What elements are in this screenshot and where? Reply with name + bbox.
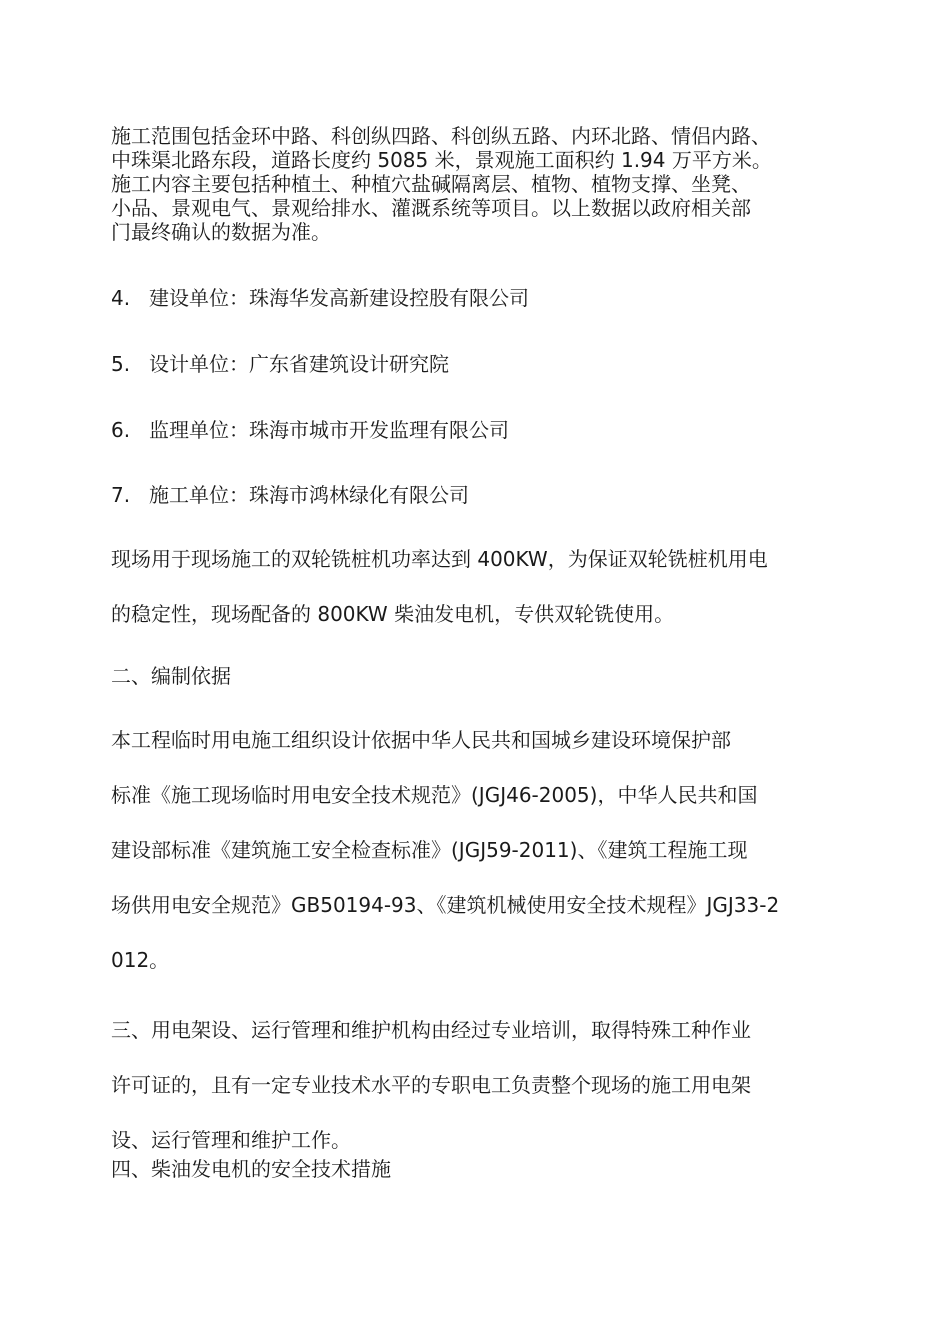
text-line: 小品、景观电气、景观给排水、灌溉系统等项目。以上数据以政府相关部 [111, 196, 751, 220]
list-number: 5. [111, 352, 131, 376]
text-line: 012。 [111, 948, 170, 972]
list-item-contractor-unit [111, 482, 469, 508]
list-text: 施工单位：珠海市鸿林绿化有限公司 [149, 483, 469, 507]
text-line: 施工范围包括金环中路、科创纵四路、科创纵五路、内环北路、情侣内路、 [111, 124, 771, 148]
text-line: 许可证的，且有一定专业技术水平的专职电工负责整个现场的施工用电架 [111, 1073, 751, 1097]
section-heading-basis: 二、编制依据 [111, 664, 231, 688]
project-scope-paragraph [111, 124, 851, 244]
text-line: 本工程临时用电施工组织设计依据中华人民共和国城乡建设环境保护部 [111, 728, 731, 752]
basis-paragraph [111, 727, 851, 1002]
list-item-design-unit [111, 351, 449, 377]
text-line: 设、运行管理和维护工作。 [111, 1128, 351, 1152]
text-line: 场供用电安全规范》GB50194-93、《建筑机械使用安全技术规程》JGJ33-2 [111, 893, 780, 917]
text-line: 的稳定性，现场配备的 800KW 柴油发电机，专供双轮铣使用。 [111, 602, 675, 626]
text-line: 标准《施工现场临时用电安全技术规范》(JGJ46-2005)，中华人民共和国 [111, 783, 758, 807]
list-text: 建设单位：珠海华发高新建设控股有限公司 [149, 286, 529, 310]
list-item-construction-unit [111, 285, 529, 311]
text-line: 中珠渠北路东段，道路长度约 5085 米，景观施工面积约 1.94 万平方米。 [111, 148, 772, 172]
text-line: 现场用于现场施工的双轮铣桩机功率达到 400KW，为保证双轮铣桩机用电 [111, 547, 768, 571]
text-line: 施工内容主要包括种植土、种植穴盐碱隔离层、植物、植物支撑、坐凳、 [111, 172, 751, 196]
text-line: 门最终确认的数据为准。 [111, 220, 331, 244]
list-text: 设计单位：广东省建筑设计研究院 [149, 352, 449, 376]
list-item-supervision-unit [111, 417, 509, 443]
power-paragraph [111, 546, 851, 656]
text-line: 建设部标准《建筑施工安全检查标准》(JGJ59-2011)、《建筑工程施工现 [111, 838, 748, 862]
list-number: 4. [111, 286, 131, 310]
text-line: 三、用电架设、运行管理和维护机构由经过专业培训，取得特殊工种作业 [111, 1018, 751, 1042]
list-number: 6. [111, 418, 131, 442]
list-text: 监理单位：珠海市城市开发监理有限公司 [149, 418, 509, 442]
section-heading-diesel-safety: 四、柴油发电机的安全技术措施 [111, 1157, 391, 1181]
list-number: 7. [111, 483, 131, 507]
